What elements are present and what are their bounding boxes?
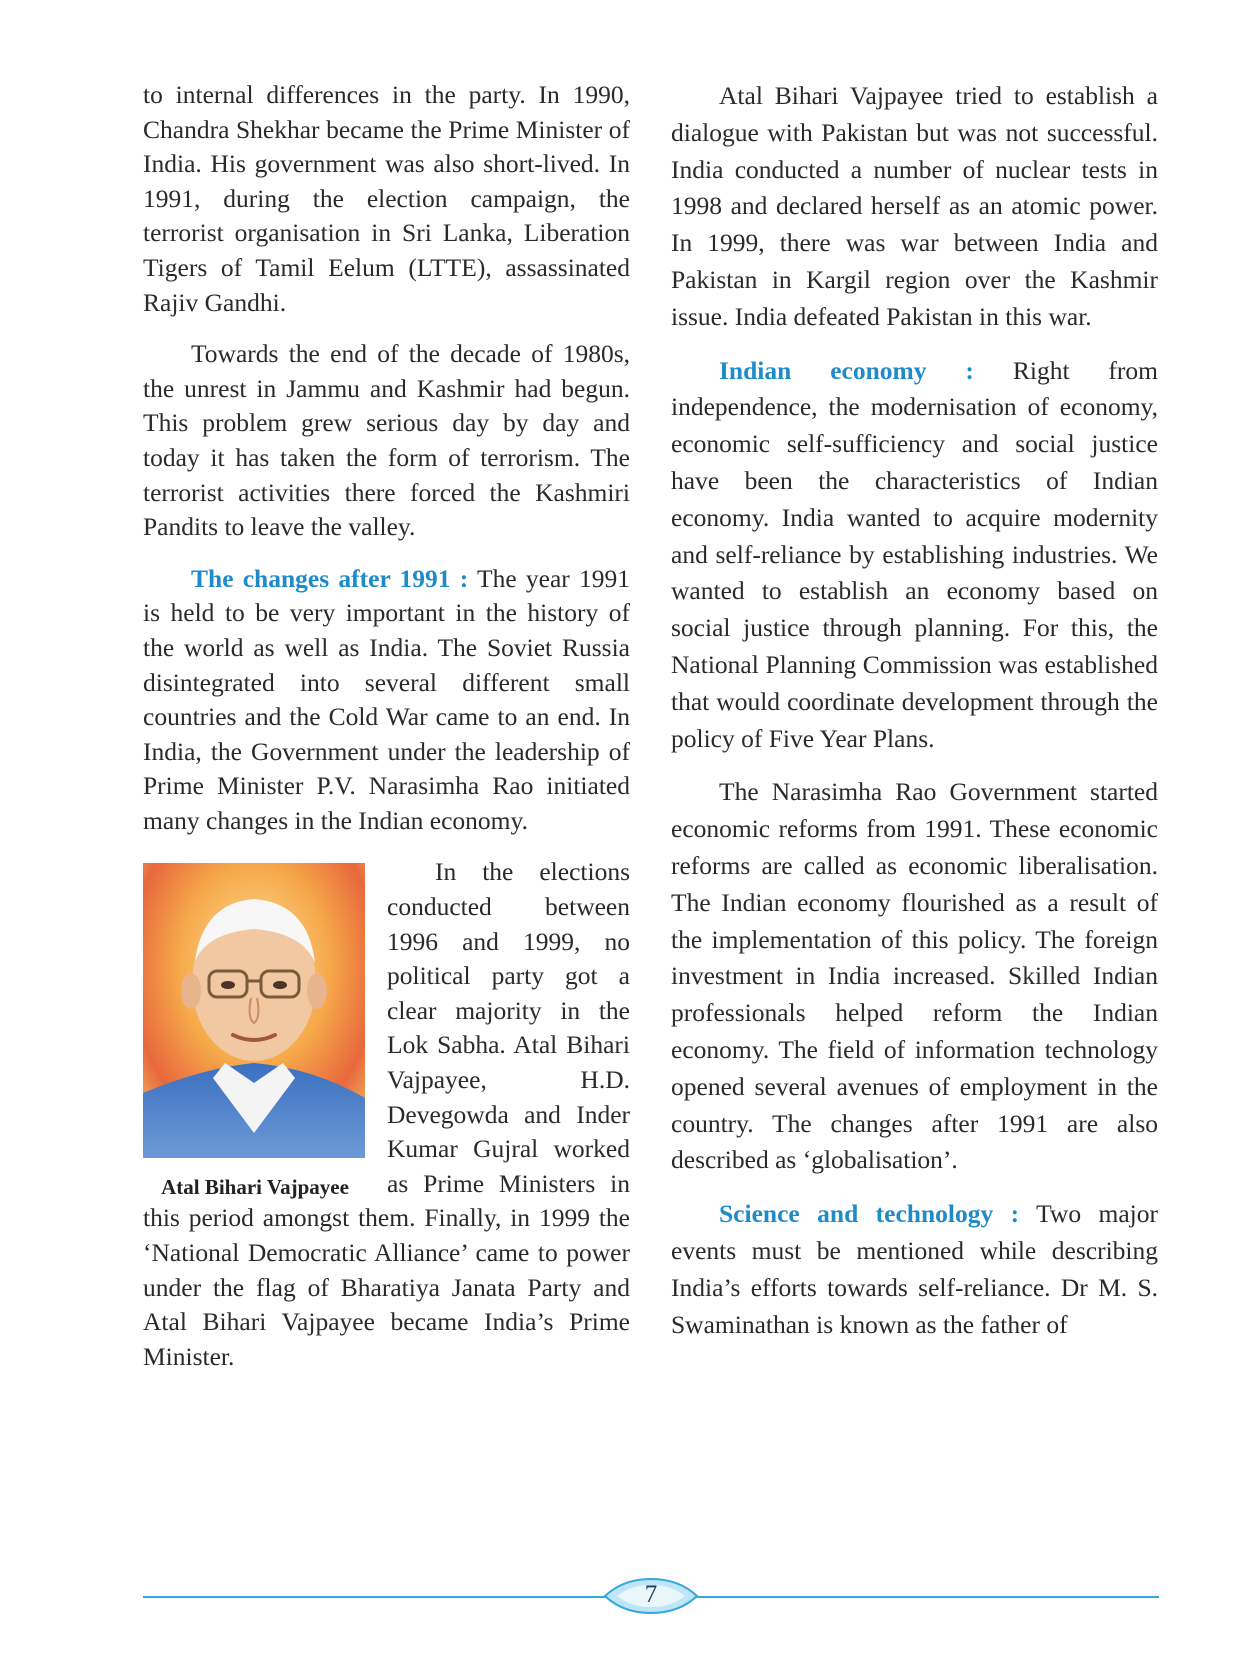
left-paragraph-1: to internal differences in the party. In 1990, Chandra Shekhar became the Prime Minister of India. His government was also short-lived. In 1991, during the election campaign, the terrorist organisation in Sri Lanka, Liberation Tigers of Tamil Eelum (LTTE), assassinated Rajiv Gandhi.: [143, 80, 630, 317]
right-column: [671, 78, 1158, 1360]
left-paragraph-3: [143, 562, 630, 839]
page-number-badge: [603, 1577, 699, 1615]
section-heading-changes-after-1991: The changes after 1991 :: [191, 563, 469, 593]
left-paragraph-3-text: The year 1991 is held to be very important in the history of the world as well as India. The Soviet Russia disintegrated into several different small countries and the Cold War came to an end. In India, the Government under the leadership of Prime Minister P.V. Narasimha Rao initiated many changes in the Indian economy.: [143, 563, 630, 835]
left-paragraph-4: In the elections conducted between 1996 and 1999, no political party got a clear majority in the Lok Sabha. Atal Bihari Vajpayee, H.D. Devegowda and Inder Kumar Gujral worked as Prime Ministers in this period amongst them. Finally, in 1999 the ‘National Democratic Alliance’ came to power under the flag of Bharatiya Janata Party and Atal Bihari Vajpayee became India’s Prime Minister.: [143, 857, 630, 1371]
left-column: [143, 78, 630, 1391]
left-paragraph-2: Towards the end of the decade of 1980s, the unrest in Jammu and Kashmir had begun. This problem grew serious day by day and today it has taken the form of terrorism. The terrorist activities there forced the Kashmiri Pandits to leave the valley.: [143, 339, 630, 542]
page-footer: [143, 1576, 1159, 1616]
page-number: 7: [644, 1581, 658, 1608]
portrait-figure: [143, 863, 367, 1200]
vajpayee-portrait-image: [143, 863, 365, 1158]
right-paragraph-2-text: Right from independence, the modernisation of economy, economic self-sufficiency and social justice have been the characteristics of Indian economy. India wanted to acquire modernity and self-reliance by establishing industries. We wanted to establish an economy based on social justice through planning. For this, the National Planning Commission was established that would coordinate development through the policy of Five Year Plans.: [671, 355, 1159, 753]
section-heading-science-technology: Science and technology :: [719, 1199, 1020, 1229]
section-heading-indian-economy: Indian economy :: [719, 355, 974, 385]
right-paragraph-3: The Narasimha Rao Government started economic reforms from 1991. These economic reforms are called as economic liberalisation. The Indian economy flourished as a result of the implementation of this policy. The foreign investment in India increased. Skilled Indian professionals helped reform the Indian economy. The field of information technology opened several avenues of employment in the country. The changes after 1991 are also described as ‘globalisation’.: [671, 777, 1158, 1175]
portrait-caption: Atal Bihari Vajpayee: [161, 1175, 349, 1200]
right-paragraph-2: [671, 353, 1158, 758]
right-paragraph-4-text: Two major events must be mentioned while describing India’s efforts towards self-reliance. Dr M. S. Swaminathan is known as the father of: [671, 1199, 1158, 1339]
right-paragraph-1: Atal Bihari Vajpayee tried to establish a dialogue with Pakistan but was not successful. India conducted a number of nuclear tests in 1998 and declared herself as an atomic power. In 1999, there was war between India and Pakistan in Kargil region over the Kashmir issue. India defeated Pakistan in this war.: [671, 81, 1158, 331]
right-paragraph-4: [671, 1196, 1158, 1343]
